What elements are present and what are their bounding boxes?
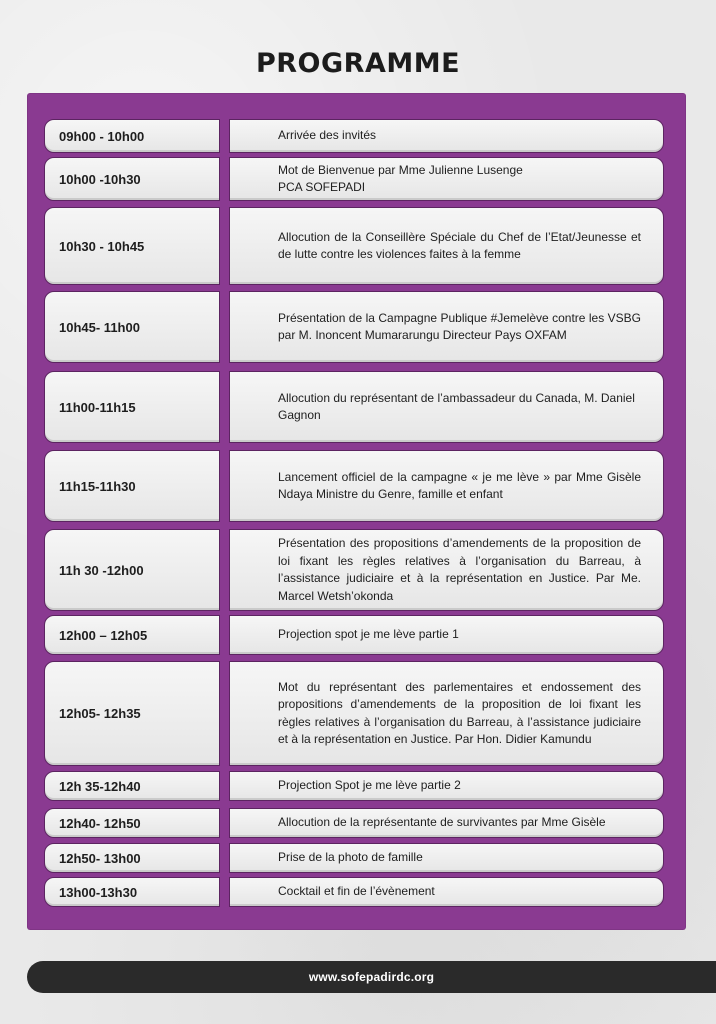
- row-time: 11h 30 -12h00: [44, 529, 220, 611]
- schedule-row: [27, 450, 686, 522]
- row-description: Présentation des propositions d’amendements de la proposition de loi fixant les règles relatives à l’organisation du Barreau, à l’assistance judiciaire et à la représentation en Justice. Par Me. Marcel Wetsh’okonda: [229, 529, 664, 611]
- schedule-row: [27, 808, 686, 838]
- row-description: Allocution de la Conseillère Spéciale du Chef de l’Etat/Jeunesse et de lutte contre les violences faites à la femme: [229, 207, 664, 285]
- schedule-row: [27, 615, 686, 655]
- schedule-row: [27, 529, 686, 611]
- schedule-row: [27, 371, 686, 443]
- row-description: Prise de la photo de famille: [229, 843, 664, 873]
- row-time: 12h05- 12h35: [44, 661, 220, 766]
- row-description: Projection spot je me lève partie 1: [229, 615, 664, 655]
- footer-bar: [27, 961, 716, 993]
- schedule-row: [27, 291, 686, 363]
- row-description: Mot du représentant des parlementaires et endossement des propositions d’amendements de la proposition de loi fixant les règles relatives à l’organisation du Barreau, à l’assistance judiciaire et à la représentation en Justice. Par Hon. Didier Kamundu: [229, 661, 664, 766]
- schedule-row: [27, 157, 686, 201]
- schedule-row: [27, 661, 686, 766]
- programme-panel: [27, 93, 686, 930]
- row-time: 12h 35-12h40: [44, 771, 220, 801]
- row-time: 10h30 - 10h45: [44, 207, 220, 285]
- row-time: 13h00-13h30: [44, 877, 220, 907]
- row-description: Arrivée des invités: [229, 119, 664, 153]
- row-description: Cocktail et fin de l’évènement: [229, 877, 664, 907]
- row-description: Lancement officiel de la campagne « je me lève » par Mme Gisèle Ndaya Ministre du Genre, famille et enfant: [229, 450, 664, 522]
- schedule-row: [27, 843, 686, 873]
- row-description: Projection Spot je me lève partie 2: [229, 771, 664, 801]
- row-time: 10h00 -10h30: [44, 157, 220, 201]
- schedule-row: [27, 771, 686, 801]
- schedule-row: [27, 207, 686, 285]
- row-time: 09h00 - 10h00: [44, 119, 220, 153]
- row-description: Présentation de la Campagne Publique #Jemelève contre les VSBG par M. Inoncent Mumararungu Directeur Pays OXFAM: [229, 291, 664, 363]
- row-time: 11h00-11h15: [44, 371, 220, 443]
- row-description: Allocution de la représentante de survivantes par Mme Gisèle: [229, 808, 664, 838]
- row-time: 12h50- 13h00: [44, 843, 220, 873]
- row-time: 11h15-11h30: [44, 450, 220, 522]
- row-time: 12h40- 12h50: [44, 808, 220, 838]
- page-title: PROGRAMME: [255, 48, 461, 79]
- schedule-row: [27, 119, 686, 153]
- schedule-row: [27, 877, 686, 907]
- row-time: 10h45- 11h00: [44, 291, 220, 363]
- row-time: 12h00 – 12h05: [44, 615, 220, 655]
- row-description: Mot de Bienvenue par Mme Julienne Lusenge PCA SOFEPADI: [229, 157, 664, 201]
- footer-url: www.sofepadirdc.org: [308, 970, 435, 984]
- row-description: Allocution du représentant de l’ambassadeur du Canada, M. Daniel Gagnon: [229, 371, 664, 443]
